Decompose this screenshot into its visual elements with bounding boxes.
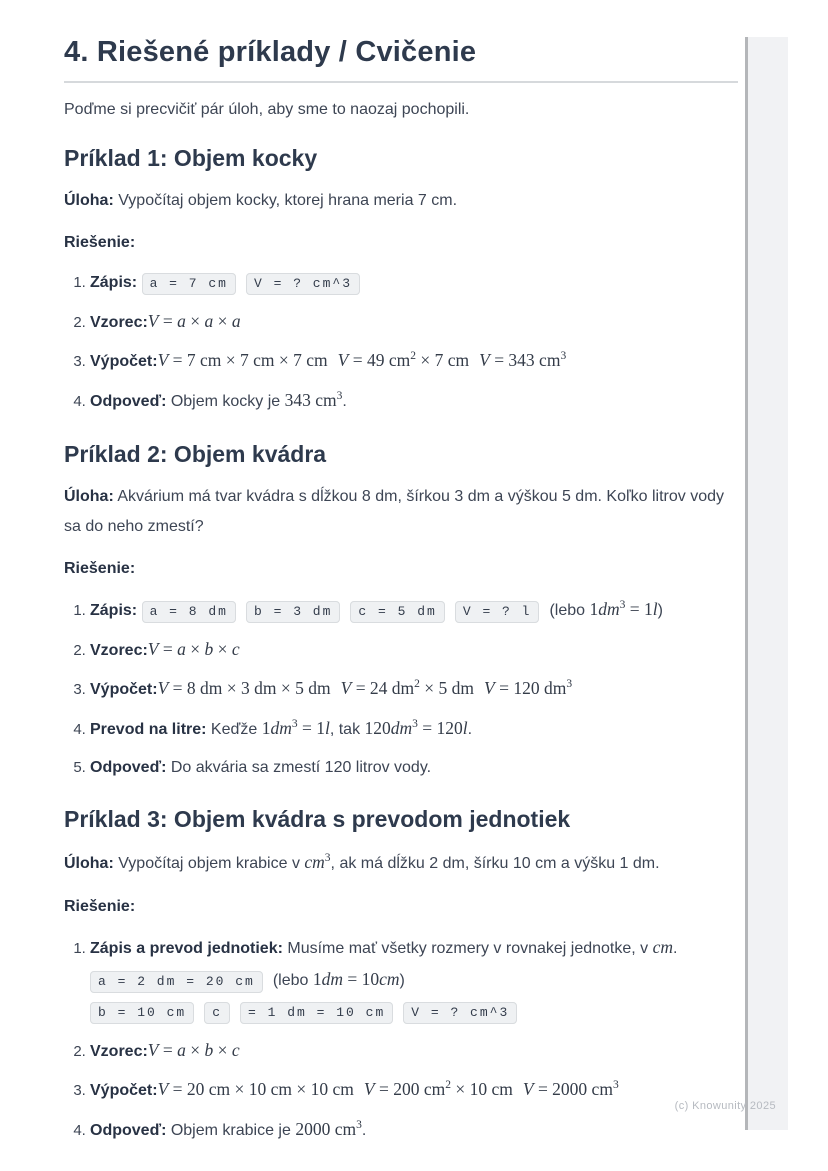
math-var: c	[231, 1040, 240, 1060]
math-var: V	[157, 350, 169, 370]
math-var: V	[479, 350, 490, 370]
example-heading: Príklad 3: Objem kvádra s prevodom jednotiek	[64, 806, 571, 832]
step-label: Výpočet:	[90, 353, 158, 370]
text-run: .	[361, 1122, 367, 1139]
math-sup: 2	[410, 350, 416, 362]
math-num: = 1	[625, 599, 653, 619]
math-num: = 343 cm	[489, 350, 561, 370]
math-var: V	[337, 350, 349, 370]
step-item	[90, 385, 738, 418]
text-run: , tak	[329, 721, 365, 738]
math-sup: 2	[445, 1079, 451, 1091]
math-num: =	[158, 1040, 178, 1060]
math-num: = 7 cm × 7 cm × 7 cm	[168, 350, 328, 370]
code-chip: c = 5 dm	[350, 601, 444, 623]
text-run: (lebo	[549, 602, 590, 619]
text-run: Vypočítaj objem kocky, ktorej hrana meria 7 cm.	[113, 192, 458, 209]
math-num: = 49 cm	[348, 350, 411, 370]
text-run: Musíme mať všetky rozmery v rovnakej jednotke, v	[282, 940, 653, 957]
examples-container	[64, 144, 738, 1147]
solution-paragraph	[64, 892, 738, 922]
example-heading: Príklad 2: Objem kvádra	[64, 441, 327, 467]
math-num: = 2000 cm	[533, 1079, 613, 1099]
math-var: l	[462, 718, 468, 738]
math-var: dm	[598, 599, 620, 619]
code-chip: a = 7 cm	[142, 273, 236, 295]
math-var: V	[157, 678, 169, 698]
math-num: = 24 dm	[351, 678, 415, 698]
step-item	[90, 1114, 738, 1147]
math-num: 1	[589, 599, 599, 619]
math-var: cm	[379, 969, 400, 989]
math-var: V	[522, 1079, 534, 1099]
step-label: Prevod na litre:	[90, 721, 207, 738]
math-var: dm	[321, 969, 343, 989]
math-sup: 3	[412, 718, 418, 730]
math-var: V	[340, 678, 352, 698]
steps-list	[64, 932, 738, 1147]
math-num: = 20 cm × 10 cm × 10 cm	[168, 1079, 354, 1099]
code-chip: c	[204, 1002, 230, 1024]
math-var: a	[177, 1040, 186, 1060]
math-num: ×	[213, 311, 232, 331]
text-run	[137, 274, 141, 291]
text-run: Do akvária sa zmestí 120 litrov vody.	[166, 759, 432, 776]
math-var: l	[652, 599, 658, 619]
code-chip: b = 10 cm	[90, 1002, 194, 1024]
code-chip: b = 3 dm	[246, 601, 340, 623]
text-run: Vypočítaj objem krabice v	[113, 855, 305, 872]
step-item	[90, 673, 738, 706]
math-var: V	[147, 639, 159, 659]
step-label: Odpoveď:	[90, 1122, 167, 1139]
math-sup: 3	[324, 852, 331, 864]
math-num: × 10 cm	[450, 1079, 513, 1099]
math-var: a	[177, 311, 186, 331]
math-num: ×	[185, 311, 205, 331]
step-item	[90, 594, 738, 627]
text-run: )	[657, 602, 663, 619]
solution-label: Riešenie:	[64, 898, 136, 915]
math-num: = 120	[417, 718, 463, 738]
text-run: , ak má dĺžku 2 dm, šírku 10 cm a výšku 1 dm.	[330, 855, 660, 872]
code-chip: V = ? cm^3	[403, 1002, 517, 1024]
math-num: 1	[312, 969, 322, 989]
math-var: a	[177, 639, 186, 659]
step-item	[90, 932, 738, 1028]
math-num: 343 cm	[284, 390, 337, 410]
step-item	[90, 306, 738, 338]
task-paragraph	[64, 186, 738, 216]
task-label: Úloha:	[64, 192, 114, 209]
math-num: 2000 cm	[295, 1119, 357, 1139]
math-var: V	[147, 1040, 159, 1060]
example-section	[64, 805, 738, 1147]
solution-paragraph	[64, 554, 738, 584]
footer-credit: (c) Knowunity 2025	[674, 1100, 776, 1112]
math-num: ×	[185, 639, 205, 659]
math-var: V	[484, 678, 495, 698]
code-chip: a = 8 dm	[142, 601, 236, 623]
task-paragraph	[64, 482, 738, 542]
math-sup: 3	[336, 390, 343, 402]
step-label: Zápis a prevod jednotiek:	[90, 940, 283, 957]
solution-paragraph	[64, 228, 738, 258]
scrollbar-track[interactable]	[745, 37, 788, 1130]
code-chip: = 1 dm = 10 cm	[240, 1002, 393, 1024]
math-num: ×	[185, 1040, 205, 1060]
intro-text: Poďme si precvičiť pár úloh, aby sme to naozaj pochopili.	[64, 101, 470, 118]
code-chip: V = ? cm^3	[246, 273, 360, 295]
text-run: (lebo	[272, 972, 313, 989]
math-num: =	[158, 311, 178, 331]
example-heading: Príklad 1: Objem kocky	[64, 145, 318, 171]
document-page	[64, 36, 738, 1154]
text-run: .	[673, 940, 678, 957]
step-item	[90, 345, 738, 378]
math-var: c	[231, 639, 240, 659]
text-run: Akvárium má tvar kvádra s dĺžkou 8 dm, šírkou 3 dm a výškou 5 dm. Koľko litrov vody sa do neho zmestí?	[64, 488, 725, 535]
step-item	[90, 753, 738, 783]
math-var: cm	[304, 852, 325, 872]
task-label: Úloha:	[64, 855, 114, 872]
solution-label: Riešenie:	[64, 234, 136, 251]
math-var: cm	[652, 937, 674, 957]
math-sup: 3	[566, 678, 573, 690]
step-label: Odpoveď:	[90, 393, 167, 410]
task-label: Úloha:	[64, 488, 114, 505]
math-num: 120	[364, 718, 391, 738]
text-run: Keďže	[206, 721, 262, 738]
math-sup: 3	[560, 350, 567, 362]
step-item	[90, 634, 738, 666]
text-run: Objem kocky je	[166, 393, 285, 410]
solution-label: Riešenie:	[64, 560, 136, 577]
math-var: a	[231, 311, 241, 331]
steps-list	[64, 594, 738, 783]
example-section	[64, 144, 738, 418]
text-run: Objem krabice je	[166, 1122, 296, 1139]
math-var: V	[147, 311, 159, 331]
text-run: )	[399, 972, 405, 989]
math-sup: 3	[619, 599, 626, 611]
math-num: = 120 dm	[494, 678, 567, 698]
math-num: = 1	[297, 718, 325, 738]
math-sup: 3	[612, 1079, 619, 1091]
math-sup: 3	[356, 1119, 362, 1131]
math-sup: 3	[291, 718, 298, 730]
math-num: 1	[261, 718, 271, 738]
math-num: = 200 cm	[374, 1079, 446, 1099]
steps-list	[64, 268, 738, 418]
math-var: b	[204, 639, 214, 659]
math-num: × 7 cm	[415, 350, 470, 370]
math-num: = 8 dm × 3 dm × 5 dm	[168, 678, 331, 698]
math-num: =	[158, 639, 178, 659]
step-label: Zápis:	[90, 274, 138, 291]
text-run: .	[467, 721, 473, 738]
step-item	[90, 1074, 738, 1107]
math-num: ×	[213, 639, 232, 659]
math-var: V	[363, 1079, 375, 1099]
math-sup: 2	[414, 678, 420, 690]
math-var: V	[157, 1079, 169, 1099]
math-var: dm	[390, 718, 413, 738]
math-var: a	[204, 311, 214, 331]
step-item	[90, 268, 738, 299]
code-chip: a = 2 dm = 20 cm	[90, 971, 263, 993]
code-chip: V = ? l	[455, 601, 540, 623]
task-paragraph	[64, 847, 738, 880]
step-label: Vzorec:	[90, 314, 148, 331]
example-section	[64, 440, 738, 783]
text-run: .	[342, 393, 347, 410]
math-var: l	[324, 718, 330, 738]
step-label: Odpoveď:	[90, 759, 167, 776]
step-label: Výpočet:	[90, 681, 158, 698]
math-num: × 5 dm	[419, 678, 475, 698]
step-label: Výpočet:	[90, 1082, 158, 1099]
page-title: 4. Riešené príklady / Cvičenie	[64, 36, 477, 68]
math-var: dm	[270, 718, 292, 738]
text-run	[137, 602, 141, 619]
step-label: Vzorec:	[90, 1043, 148, 1060]
title-divider	[64, 81, 738, 83]
step-label: Zápis:	[90, 602, 138, 619]
step-item	[90, 1035, 738, 1067]
math-num: = 10	[343, 969, 380, 989]
step-item	[90, 713, 738, 746]
math-var: b	[204, 1040, 214, 1060]
math-num: ×	[213, 1040, 232, 1060]
step-label: Vzorec:	[90, 642, 148, 659]
